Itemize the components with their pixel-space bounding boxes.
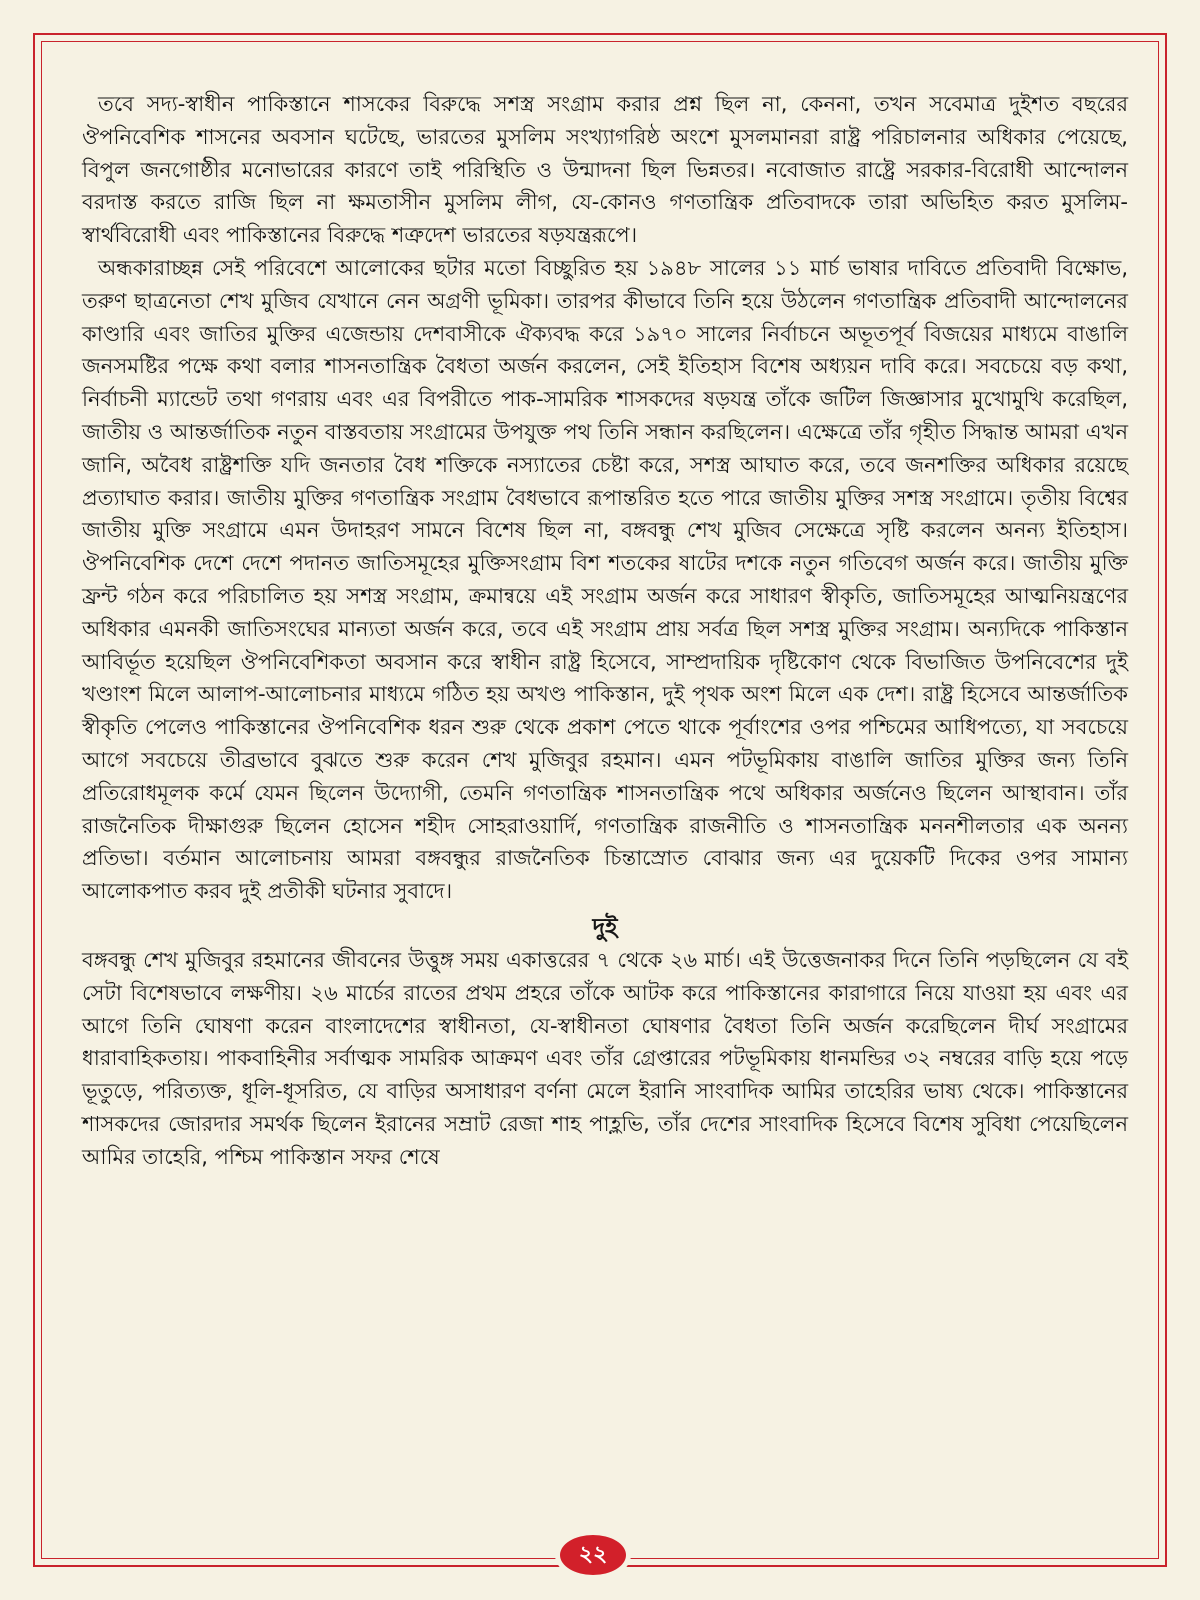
- section-heading: দুই: [592, 912, 618, 941]
- page-body: [82, 88, 1128, 1174]
- body-paragraph: বঙ্গবন্ধু শেখ মুজিবুর রহমানের জীবনের উত্তুঙ্গ সময় একাত্তরের ৭ থেকে ২৬ মার্চ। এই উত্তেজনাকর দিনে তিনি পড়ছিলেন যে বই সেটা বিশেষভাবে লক্ষণীয়। ২৬ মার্চের রাতের প্রথম প্রহরে তাঁকে আটক করে পাকিস্তানের কারাগারে নিয়ে যাওয়া হয় এবং এর আগে তিনি ঘোষণা করেন বাংলাদেশের স্বাধীনতা, যে-স্বাধীনতা ঘোষণার বৈধতা তিনি অর্জন করেছিলেন দীর্ঘ সংগ্রামের ধারাবাহিকতায়। পাকবাহিনীর সর্বাত্মক সামরিক আক্রমণ এবং তাঁর গ্রেপ্তারের পটভূমিকায় ধানমন্ডির ৩২ নম্বরের বাড়ি হয়ে পড়ে ভূতুড়ে, পরিত্যক্ত, ধূলি-ধূসরিত, যে বাড়ির অসাধারণ বর্ণনা মেলে ইরানি সাংবাদিক আমির তাহেরির ভাষ্য থেকে। পাকিস্তানের শাসকদের জোরদার সমর্থক ছিলেন ইরানের সম্রাট রেজা শাহ পাহ্লভি, তাঁর দেশের সাংবাদিক হিসেবে বিশেষ সুবিধা পেয়েছিলেন আমির তাহেরি, পশ্চিম পাকিস্তান সফর শেষে: [82, 947, 1128, 1169]
- body-paragraph: অন্ধকারাচ্ছন্ন সেই পরিবেশে আলোকের ছটার মতো বিচ্ছুরিত হয় ১৯৪৮ সালের ১১ মার্চ ভাষার দাবিতে প্রতিবাদী বিক্ষোভ, তরুণ ছাত্রনেতা শেখ মুজিব যেখানে নেন অগ্রণী ভূমিকা। তারপর কীভাবে তিনি হয়ে উঠলেন গণতান্ত্রিক প্রতিবাদী আন্দোলনের কাণ্ডারি এবং জাতির মুক্তির এজেন্ডায় দেশবাসীকে ঐক্যবদ্ধ করে ১৯৭০ সালের নির্বাচনে অভূতপূর্ব বিজয়ের মাধ্যমে বাঙালি জনসমষ্টির পক্ষে কথা বলার শাসনতান্ত্রিক বৈধতা অর্জন করলেন, সেই ইতিহাস বিশেষ অধ্যয়ন দাবি করে। সবচেয়ে বড় কথা, নির্বাচনী ম্যান্ডেট তথা গণরায় এবং এর বিপরীতে পাক-সামরিক শাসকদের ষড়যন্ত্র তাঁকে জটিল জিজ্ঞাসার মুখোমুখি করেছিল, জাতীয় ও আন্তর্জাতিক নতুন বাস্তবতায় সংগ্রামের উপযুক্ত পথ তিনি সন্ধান করছিলেন। এক্ষেত্রে তাঁর গৃহীত সিদ্ধান্ত আমরা এখন জানি, অবৈধ রাষ্ট্রশক্তি যদি জনতার বৈধ শক্তিকে নস্যাতের চেষ্টা করে, সশস্ত্র আঘাত করে, তবে জনশক্তির অধিকার রয়েছে প্রত্যাঘাত করার। জাতীয় মুক্তির গণতান্ত্রিক সংগ্রাম বৈধভাবে রূপান্তরিত হতে পারে জাতীয় মুক্তির সশস্ত্র সংগ্রামে। তৃতীয় বিশ্বের জাতীয় মুক্তি সংগ্রামে এমন উদাহরণ সামনে বিশেষ ছিল না, বঙ্গবন্ধু শেখ মুজিব সেক্ষেত্রে সৃষ্টি করলেন অনন্য ইতিহাস। ঔপনিবেশিক দেশে দেশে পদানত জাতিসমূহের মুক্তিসংগ্রাম বিশ শতকের ষাটের দশকে নতুন গতিবেগ অর্জন করে। জাতীয় মুক্তি ফ্রন্ট গঠন করে পরিচালিত হয় সশস্ত্র সংগ্রাম, ক্রমান্বয়ে এই সংগ্রাম অর্জন করে সাধারণ স্বীকৃতি, জাতিসমূহের আত্মনিয়ন্ত্রণের অধিকার এমনকী জাতিসংঘের মান্যতা অর্জন করে, তবে এই সংগ্রাম প্রায় সর্বত্র ছিল সশস্ত্র মুক্তির সংগ্রাম। অন্যদিকে পাকিস্তান আবির্ভূত হয়েছিল ঔপনিবেশিকতা অবসান করে স্বাধীন রাষ্ট্র হিসেবে, সাম্প্রদায়িক দৃষ্টিকোণ থেকে বিভাজিত উপনিবেশের দুই খণ্ডাংশ মিলে আলাপ-আলোচনার মাধ্যমে গঠিত হয় অখণ্ড পাকিস্তান, দুই পৃথক অংশ মিলে এক দেশ। রাষ্ট্র হিসেবে আন্তর্জাতিক স্বীকৃতি পেলেও পাকিস্তানের ঔপনিবেশিক ধরন শুরু থেকে প্রকাশ পেতে থাকে পূর্বাংশের ওপর পশ্চিমের আধিপত্যে, যা সবচেয়ে আগে সবচেয়ে তীব্রভাবে বুঝতে শুরু করেন শেখ মুজিবুর রহমান। এমন পটভূমিকায় বাঙালি জাতির মুক্তির জন্য তিনি প্রতিরোধমূলক কর্মে যেমন ছিলেন উদ্যোগী, তেমনি গণতান্ত্রিক শাসনতান্ত্রিক পথে অধিকার অর্জনেও ছিলেন আস্থাবান। তাঁর রাজনৈতিক দীক্ষাগুরু ছিলেন হোসেন শহীদ সোহরাওয়ার্দি, গণতান্ত্রিক রাজনীতি ও শাসনতান্ত্রিক মননশীলতার এক অনন্য প্রতিভা। বর্তমান আলোচনায় আমরা বঙ্গবন্ধুর রাজনৈতিক চিন্তাস্রোত বোঝার জন্য এর দুয়েকটি দিকের ওপর সামান্য আলোকপাত করব দুই প্রতীকী ঘটনার সুবাদে।: [82, 255, 1128, 904]
- body-paragraph: তবে সদ্য-স্বাধীন পাকিস্তানে শাসকের বিরুদ্ধে সশস্ত্র সংগ্রাম করার প্রশ্ন ছিল না, কেননা, তখন সবেমাত্র দুইশত বছরের ঔপনিবেশিক শাসনের অবসান ঘটেছে, ভারতের মুসলিম সংখ্যাগরিষ্ঠ অংশে মুসলমানরা রাষ্ট্র পরিচালনার অধিকার পেয়েছে, বিপুল জনগোষ্ঠীর মনোভারের কারণে তাই পরিস্থিতি ও উন্মাদনা ছিল ভিন্নতর। নবোজাত রাষ্ট্রে সরকার-বিরোধী আন্দোলন বরদাস্ত করতে রাজি ছিল না ক্ষমতাসীন মুসলিম লীগ, যে-কোনও গণতান্ত্রিক প্রতিবাদকে তারা অভিহিত করত মুসলিম-স্বার্থবিরোধী এবং পাকিস্তানের বিরুদ্ধে শত্রুদেশ ভারতের ষড়যন্ত্ররূপে।: [82, 92, 1128, 248]
- page-number-badge: ২২: [560, 1535, 626, 1575]
